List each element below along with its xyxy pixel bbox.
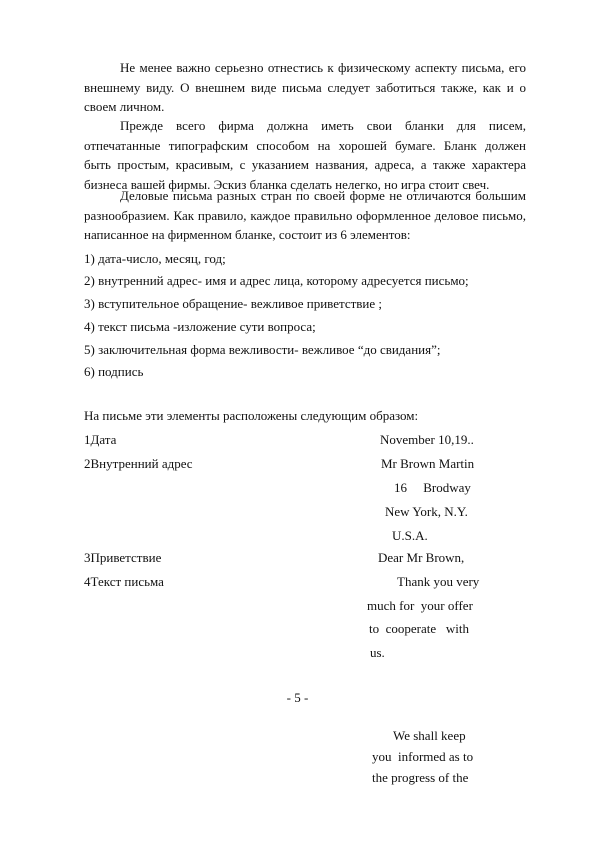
- address-line: U.S.A.: [392, 528, 428, 543]
- body-label: 4Текст письма: [84, 574, 164, 589]
- paragraph-physical-aspect: [84, 58, 526, 117]
- body-line: us.: [370, 645, 385, 660]
- paragraph-line: разнообразием. Как правило, каждое правильно оформленное деловое письмо,: [84, 207, 526, 223]
- paragraph-line: бизнеса вашей фирмы. Эскиз бланка сделать нелегко, но игра стоит свеч.: [84, 176, 490, 192]
- body-line: Thank you very: [397, 574, 480, 589]
- address-line: New York, N.Y.: [385, 504, 468, 519]
- salutation-label: 3Приветствие: [84, 550, 162, 565]
- body-line: you informed as to: [372, 749, 474, 764]
- paragraph-letter-elements: [84, 186, 526, 245]
- address-line: 16 Brodway: [394, 480, 471, 495]
- body-line: the progress of the: [372, 770, 469, 785]
- body-line: much for your offer: [367, 598, 473, 613]
- address-label: 2Внутренний адрес: [84, 456, 193, 471]
- list-item: 3) вступительное обращение- вежливое приветствие ;: [84, 296, 383, 311]
- paragraph-line: Деловые письма разных стран по своей форме не отличаются большим: [120, 188, 526, 203]
- date-value: November 10,19..: [380, 432, 474, 447]
- paragraph-line: своем личном.: [84, 99, 165, 114]
- paragraph-line: отпечатанные типографским способом на хорошей бумаге. Бланк должен: [84, 137, 526, 153]
- list-item: 4) текст письма -изложение сути вопроса;: [84, 319, 316, 334]
- paragraph-line: написанное на фирменном бланке, состоит из 6 элементов:: [84, 227, 411, 242]
- paragraph-line: внешнему виду. О внешнем виде письма следует заботиться также, как и о: [84, 79, 526, 95]
- page-number: - 5 -: [286, 690, 309, 705]
- body-line: We shall keep: [393, 728, 466, 743]
- list-item: 2) внутренний адрес- имя и адрес лица, которому адресуется письмо;: [84, 273, 469, 288]
- paragraph-letterhead: [84, 116, 526, 194]
- date-label: 1Дата: [84, 432, 117, 447]
- address-line: Mr Brown Martin: [381, 456, 475, 471]
- list-item: 6) подпись: [84, 364, 144, 379]
- list-item: 1) дата-число, месяц, год;: [84, 251, 226, 266]
- salutation-value: Dear Mr Brown,: [378, 550, 465, 565]
- layout-intro: На письме эти элементы расположены следующим образом:: [84, 408, 419, 423]
- list-item: 5) заключительная форма вежливости- вежливое “до свидания”;: [84, 342, 441, 357]
- body-line: to cooperate with: [369, 621, 469, 636]
- paragraph-line: быть простым, красивым, с указанием названия, адреса, а также характера: [84, 157, 526, 172]
- paragraph-line: Не менее важно серьезно отнестись к физическому аспекту письма, его: [120, 60, 526, 75]
- paragraph-line: Прежде всего фирма должна иметь свои бланки для писем,: [120, 118, 526, 133]
